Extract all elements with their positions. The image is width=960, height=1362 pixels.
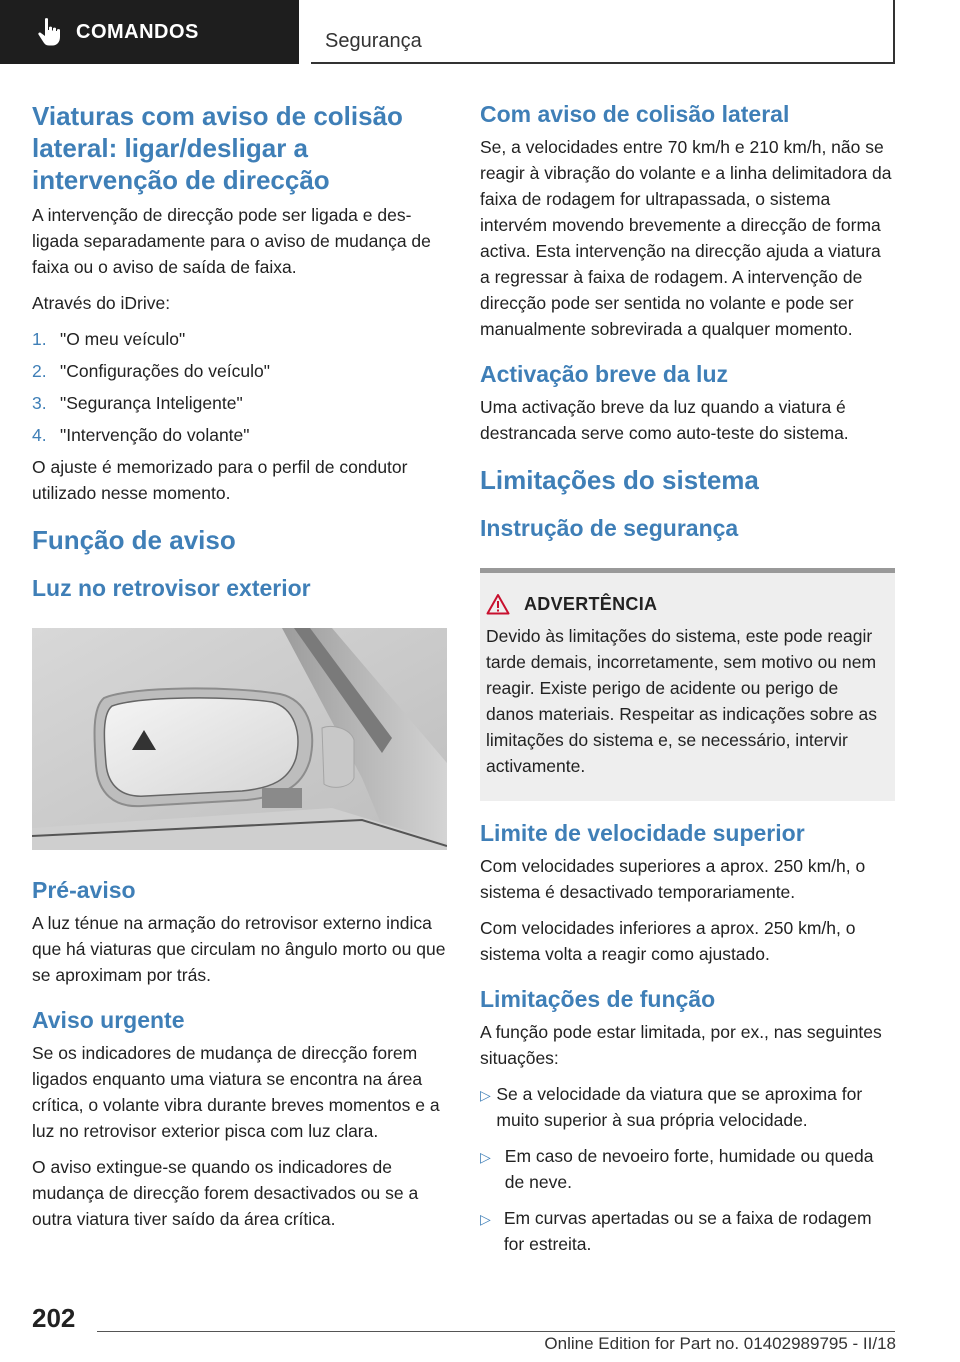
heading-intervencao: Viaturas com aviso de colisão lateral: ligar/desligar a intervenção de direcção (32, 101, 403, 195)
warning-box (480, 568, 895, 801)
section-header (311, 0, 895, 64)
paragraph-ajuste: O ajuste é memorizado para o perfil de condutor utilizado nesse momento. (32, 457, 408, 503)
warning-text: Devido às limitações do sistema, este pode reagir tarde demais, incorretamente, sem motivo ou nem reagir. Existe perigo de acidente ou perigo de danos materiais. Respeitar as indicações sobre as limitações do sistema e, se necessário, intervir activamente. (486, 626, 878, 776)
section-title: Segurança (325, 30, 422, 52)
heading-com-aviso: Com aviso de colisão lateral (480, 101, 790, 127)
heading-luz-retrovisor: Luz no retrovisor exterior (32, 575, 311, 601)
list-item: ▷ Se a velocidade da viatura que se aproxima for muito superior à sua própria velocidade. (480, 1081, 895, 1133)
heading-pre-aviso: Pré-aviso (32, 877, 136, 903)
hand-pointer-icon (36, 17, 62, 47)
edition-note: Online Edition for Part no. 01402989795 - II/18 (544, 1334, 896, 1353)
paragraph-velocidade-2: Com velocidades inferiores a aprox. 250 km/h, o sistema volta a reagir como ajustado. (480, 918, 856, 964)
warning-triangle-icon (486, 593, 510, 615)
paragraph-velocidade-1: Com velocidades superiores a aprox. 250 km/h, o sistema é desactivado temporariamente. (480, 856, 866, 902)
list-item: 2. "Configurações do veículo" (32, 361, 270, 381)
paragraph-aviso-urgente-1: Se os indicadores de mudança de direcção forem ligados enquanto uma viatura se encontra na área crítica, o volante vibra durante breves momentos e a luz no retrovisor exterior pisca com luz clara. (32, 1043, 440, 1141)
limitations-list (480, 1081, 895, 1257)
bullet-triangle-icon: ▷ (480, 1211, 491, 1227)
paragraph-intervencao: A intervenção de direcção pode ser ligada e desligada separadamente para o aviso de mudança de faixa ou o aviso de saída de faixa. (32, 205, 431, 277)
warning-title: ADVERTÊNCIA (524, 593, 658, 614)
list-item: 4. "Intervenção do volante" (32, 425, 250, 445)
list-item: 1. "O meu veículo" (32, 329, 186, 349)
list-item: 3. "Segurança Inteligente" (32, 393, 243, 413)
heading-instrucao: Instrução de segurança (480, 515, 739, 541)
mirror-illustration (32, 628, 447, 850)
list-item: ▷ Em caso de nevoeiro forte, humidade ou queda de neve. (480, 1143, 895, 1195)
chapter-tab-label: COMANDOS (76, 20, 199, 43)
paragraph-activacao: Uma activação breve da luz quando a viatura é destrancada serve como auto-teste do sistema. (480, 397, 849, 443)
left-column (32, 100, 447, 1232)
heading-aviso-urgente: Aviso urgente (32, 1007, 185, 1033)
paragraph-pre-aviso: A luz ténue na armação do retrovisor externo indica que há viaturas que circulam no ângulo morto ou que se aproximam por trás. (32, 913, 446, 985)
chapter-tab[interactable] (0, 0, 299, 64)
heading-limitacoes-funcao: Limitações de função (480, 986, 716, 1012)
heading-activacao: Activação breve da luz (480, 361, 728, 387)
bullet-triangle-icon: ▷ (480, 1087, 491, 1103)
list-item: ▷ Em curvas apertadas ou se a faixa de rodagem for estreita. (480, 1205, 895, 1257)
page-number: 202 (32, 1303, 76, 1333)
paragraph-limitacoes-funcao: A função pode estar limitada, por ex., nas seguintes situações: (480, 1022, 882, 1068)
idrive-steps (32, 326, 447, 448)
heading-funcao-aviso: Função de aviso (32, 525, 236, 555)
paragraph-idrive: Através do iDrive: (32, 293, 171, 313)
footer-divider (97, 1331, 895, 1332)
right-column (480, 100, 895, 1267)
heading-limite-velocidade: Limite de velocidade superior (480, 820, 805, 846)
paragraph-aviso-urgente-2: O aviso extingue-se quando os indicadores de mudança de direcção forem desactivados ou se a outra viatura tiver saído da área crítica. (32, 1157, 419, 1229)
bullet-triangle-icon: ▷ (480, 1149, 491, 1165)
paragraph-com-aviso: Se, a velocidades entre 70 km/h e 210 km/h, não se reagir à vibração do volante e a linha delimitadora da faixa de rodagem for ultrapassada, o sistema intervém movendo brevemente a direcção de forma activa. Esta intervenção na direcção ajuda a viatura a regressar à faixa de rodagem. A intervenção de direcção pode ser sentida no volante e pode ser manualmente sobrevirada a qualquer momento. (480, 137, 892, 339)
heading-limitacoes: Limitações do sistema (480, 465, 759, 495)
warning-header (486, 593, 889, 615)
